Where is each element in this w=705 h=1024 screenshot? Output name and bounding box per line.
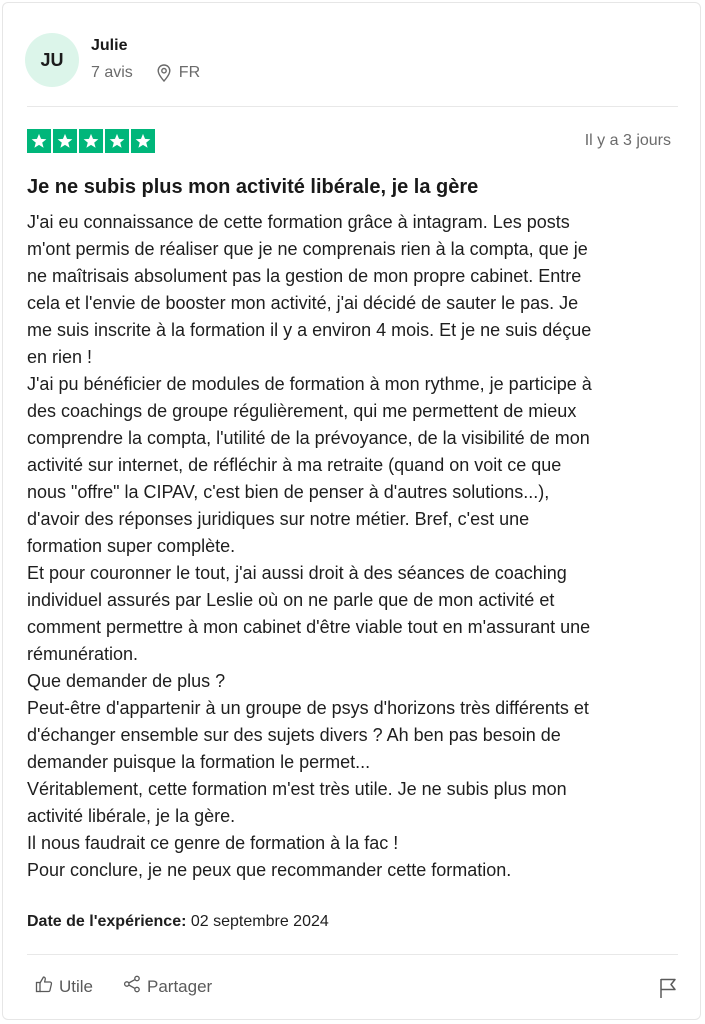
share-label: Partager (147, 976, 213, 996)
review-text-line: J'ai pu bénéficier de modules de formation à mon rythme, je participe à (27, 374, 592, 394)
star-icon (131, 129, 155, 153)
review-card (2, 2, 701, 1020)
header-divider (27, 106, 678, 107)
review-body (27, 209, 687, 884)
experience-date-value: 02 septembre 2024 (190, 913, 329, 930)
share-button[interactable] (123, 975, 212, 998)
experience-date (27, 913, 329, 931)
star-icon (79, 129, 103, 153)
review-text-line: en rien ! (27, 347, 93, 367)
star-rating (27, 129, 155, 153)
review-text-line: d'échanger ensemble sur des sujets divers ? Ah ben pas besoin de (27, 725, 561, 745)
review-text-line: individuel assurés par Leslie où on ne parle que de mon activité et (27, 590, 555, 610)
review-text-line: Véritablement, cette formation m'est très utile. Je ne subis plus mon (27, 779, 567, 799)
review-text-line: J'ai eu connaissance de cette formation grâce à intagram. Les posts (27, 212, 570, 232)
review-text-line: d'avoir des réponses juridiques sur notre métier. Bref, c'est une (27, 509, 530, 529)
review-text-line: comprendre la compta, l'utilité de la prévoyance, de la visibilité de mon (27, 428, 590, 448)
review-text-line: Pour conclure, je ne peux que recommander cette formation. (27, 860, 512, 880)
review-text-line: Peut-être d'appartenir à un groupe de psys d'horizons très différents et (27, 698, 589, 718)
flag-icon[interactable] (658, 977, 678, 1004)
review-count: 7 avis (91, 64, 133, 81)
reviewer-country: FR (178, 64, 201, 81)
star-icon (53, 129, 77, 153)
avatar[interactable]: JU (25, 33, 79, 87)
review-text-line: rémunération. (27, 644, 139, 664)
review-text-line: me suis inscrite à la formation il y a environ 4 mois. Et je ne suis déçue (27, 320, 592, 340)
review-text-line: Et pour couronner le tout, j'ai aussi droit à des séances de coaching (27, 563, 567, 583)
reviewer-meta (91, 64, 200, 82)
share-icon (123, 975, 147, 998)
review-actions (27, 975, 678, 1005)
location-pin-icon (157, 64, 171, 82)
experience-date-label: Date de l'expérience: (27, 913, 187, 930)
review-text-line: Il nous faudrait ce genre de formation à la fac ! (27, 833, 399, 853)
review-text-line: activité libérale, je la gère. (27, 806, 236, 826)
useful-button[interactable] (35, 975, 93, 998)
review-text-line: m'ont permis de réaliser que je ne comprenais rien à la compta, que je (27, 239, 588, 259)
review-text-line: formation super complète. (27, 536, 236, 556)
review-text-line: activité sur internet, de réfléchir à ma retraite (quand on voit ce que (27, 455, 562, 475)
review-text-line: nous "offre" la CIPAV, c'est bien de penser à d'autres solutions...), (27, 482, 550, 502)
review-text-line: ne maîtrisais absolument pas la gestion de mon propre cabinet. Entre (27, 266, 582, 286)
star-icon (105, 129, 129, 153)
star-icon (27, 129, 51, 153)
review-text-line: des coachings de groupe régulièrement, qui me permettent de mieux (27, 401, 577, 421)
review-text-line: comment permettre à mon cabinet d'être viable tout en m'assurant une (27, 617, 591, 637)
review-text-line: demander puisque la formation le permet... (27, 752, 371, 772)
review-date: Il y a 3 jours (584, 132, 671, 149)
review-title[interactable]: Je ne subis plus mon activité libérale, je la gère (27, 176, 479, 198)
footer-divider (27, 954, 678, 955)
useful-label: Utile (59, 976, 94, 996)
review-text-line: Que demander de plus ? (27, 671, 226, 691)
reviewer-name[interactable]: Julie (91, 37, 128, 54)
thumbs-up-icon (35, 975, 59, 998)
review-text-line: cela et l'envie de booster mon activité, j'ai décidé de sauter le pas. Je (27, 293, 579, 313)
